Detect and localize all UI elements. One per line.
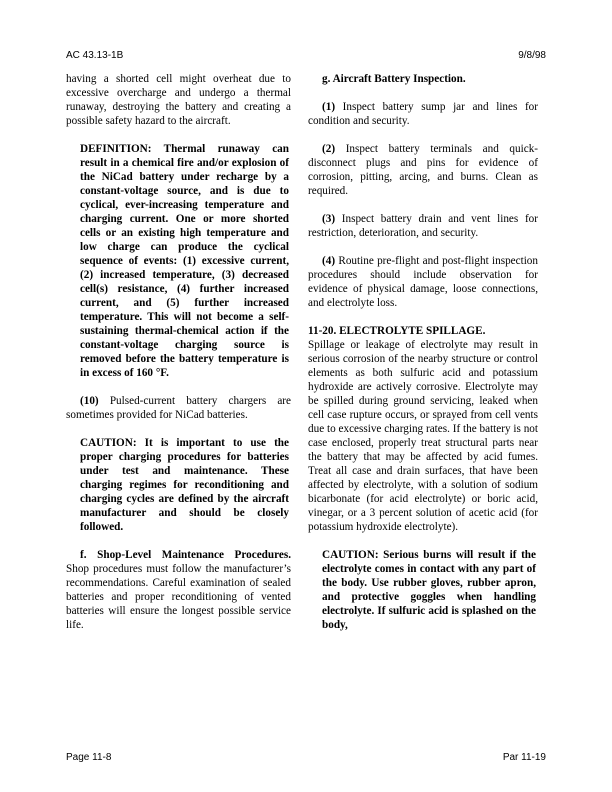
definition-note: DEFINITION: Thermal runaway can result in a chemical fire and/or explosion of the NiCad battery under recharge by a constant-voltage source, and is due to cyclical, ever-increasing temperature and charging current. One or more shorted cells or an existing high temperature and low charge can produce the cyclical sequence of events: (1) excessive current, (2) increased temperature, (3) decreased cell(s) resistance, (4) further increased current, and (5) further increased temperature. This will not become a self-sustaining thermal-chemical action if the constant-voltage charging source is removed before the battery temperature is in excess of 160 °F. <box>80 143 289 379</box>
paragraph-10 <box>66 394 291 422</box>
document-date: 9/8/98 <box>518 50 546 61</box>
paragraph-text: Pulsed-current battery chargers are sometimes provided for NiCad batteries. <box>66 395 291 421</box>
paragraph-number: (3) <box>322 213 336 225</box>
paragraph-text: Shop procedures must follow the manufacturer’s recommendations. Careful examination of sealed batteries and proper reconditioning of vented batteries will ensure the longest possible service life. <box>66 563 291 631</box>
section-text: Spillage or leakage of electrolyte may result in serious corrosion of the nearby structure or control elements as both sulfuric acid and potassium hydroxide are actively corrosive. Electrolyte may be spilled during ground servicing, leaked when cell case rupture occurs, or sprayed from cell vents due to excessive charging rates. If the battery is not case enclosed, properly treat structural parts near the battery that may be affected by acid fumes. Treat all case and drain surfaces, that have been affected by electrolyte, with a solution of sodium bicarbonate (for acid electrolyte) or boric acid, vinegar, or a 3 percent solution of acetic acid (for potassium hydroxide electrolyte). <box>308 339 538 533</box>
caution-note-burns: CAUTION: Serious burns will result if the electrolyte comes in contact with any part of the body. Use rubber gloves, rubber apron, and protective goggles when handling electrolyte. If sulfuric acid is splashed on the body, <box>322 549 536 631</box>
paragraph-number: (1) <box>322 101 336 113</box>
paragraph-text: Routine pre-flight and post-flight inspection procedures should include observation for evidence of physical damage, loose connections, and electrolyte loss. <box>308 255 538 309</box>
paragraph-thermal-runaway-continued: having a shorted cell might overheat due to excessive overcharge and undergo a thermal runaway, destroying the battery and creating a possible safety hazard to the aircraft. <box>66 73 291 127</box>
paragraph-g1 <box>308 100 538 128</box>
paragraph-heading: f. Shop-Level Maintenance Procedures. <box>80 549 291 561</box>
paragraph-g2 <box>308 142 538 198</box>
caution-note-charging: CAUTION: It is important to use the proper charging procedures for batteries under test and maintenance. These charging regimes for reconditioning and charging cycles are defined by the aircraft manufacturer and should be closely followed. <box>80 437 289 533</box>
paragraph-number: (2) <box>322 143 336 155</box>
section-heading: 11-20. ELECTROLYTE SPILLAGE. <box>308 325 486 337</box>
paragraph-f <box>66 548 291 632</box>
document-id: AC 43.13-1B <box>66 50 124 61</box>
paragraph-g4 <box>308 254 538 310</box>
paragraph-number: (4) <box>322 255 336 267</box>
paragraph-reference: Par 11-19 <box>502 752 546 763</box>
section-electrolyte-spillage <box>308 324 538 534</box>
page-number: Page 11-8 <box>66 752 112 763</box>
paragraph-g-heading: g. Aircraft Battery Inspection. <box>322 73 466 85</box>
paragraph-g3 <box>308 212 538 240</box>
paragraph-text: Inspect battery drain and vent lines for restriction, deterioration, and security. <box>308 213 538 239</box>
right-column <box>308 72 538 646</box>
paragraph-text: Inspect battery terminals and quick-disconnect plugs and pins for evidence of corrosion, pitting, arcing, and burns. Clean as required. <box>308 143 539 197</box>
paragraph-number: (10) <box>80 395 99 407</box>
paragraph-text: Inspect battery sump jar and lines for condition and security. <box>308 101 538 127</box>
left-column <box>66 72 291 646</box>
